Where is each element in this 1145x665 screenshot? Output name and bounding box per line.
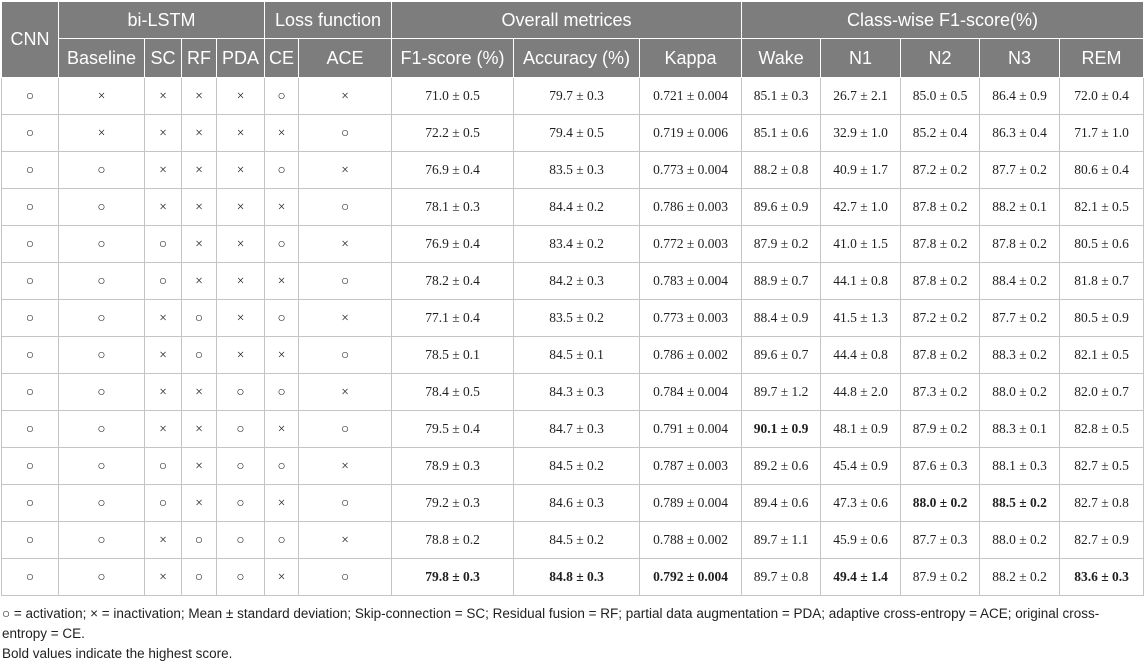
table-cell: ○ xyxy=(2,374,59,411)
table-cell: 88.2 ± 0.2 xyxy=(980,559,1060,596)
table-cell: × xyxy=(145,337,182,374)
table-cell: × xyxy=(182,263,217,300)
table-cell: 85.2 ± 0.4 xyxy=(901,115,980,152)
table-row xyxy=(2,189,1144,226)
table-cell: 87.7 ± 0.2 xyxy=(980,152,1060,189)
table-cell: × xyxy=(265,485,299,522)
table-cell: 40.9 ± 1.7 xyxy=(821,152,901,189)
table-cell: × xyxy=(217,152,265,189)
table-cell: × xyxy=(182,189,217,226)
table-cell: 87.8 ± 0.2 xyxy=(901,263,980,300)
table-cell: × xyxy=(265,559,299,596)
table-cell: × xyxy=(59,78,145,115)
table-cell: 87.8 ± 0.2 xyxy=(901,226,980,263)
table-cell: 0.784 ± 0.004 xyxy=(640,374,742,411)
table-cell: 89.7 ± 1.1 xyxy=(742,522,821,559)
table-cell: ○ xyxy=(265,78,299,115)
table-cell: × xyxy=(145,189,182,226)
table-cell: 84.6 ± 0.3 xyxy=(514,485,640,522)
table-row xyxy=(2,522,1144,559)
table-row xyxy=(2,485,1144,522)
table-cell: ○ xyxy=(299,485,392,522)
table-cell: 79.8 ± 0.3 xyxy=(392,559,514,596)
table-cell: × xyxy=(299,522,392,559)
table-cell: 48.1 ± 0.9 xyxy=(821,411,901,448)
table-cell: 88.1 ± 0.3 xyxy=(980,448,1060,485)
table-cell: 84.5 ± 0.1 xyxy=(514,337,640,374)
table-cell: × xyxy=(145,374,182,411)
table-cell: 82.0 ± 0.7 xyxy=(1060,374,1144,411)
table-cell: 86.4 ± 0.9 xyxy=(980,78,1060,115)
table-row xyxy=(2,115,1144,152)
table-cell: × xyxy=(217,115,265,152)
table-cell: ○ xyxy=(2,152,59,189)
table-cell: ○ xyxy=(59,559,145,596)
subheader-wake: Wake xyxy=(742,39,821,78)
subheader-kappa: Kappa xyxy=(640,39,742,78)
table-cell: × xyxy=(217,189,265,226)
table-cell: 89.7 ± 0.8 xyxy=(742,559,821,596)
table-cell: ○ xyxy=(145,448,182,485)
table-cell: × xyxy=(299,226,392,263)
table-cell: ○ xyxy=(2,78,59,115)
table-body xyxy=(2,78,1144,596)
table-cell: × xyxy=(145,411,182,448)
table-cell: 83.4 ± 0.2 xyxy=(514,226,640,263)
table-cell: 89.2 ± 0.6 xyxy=(742,448,821,485)
table-cell: 0.787 ± 0.003 xyxy=(640,448,742,485)
table-cell: 85.1 ± 0.6 xyxy=(742,115,821,152)
table-row xyxy=(2,78,1144,115)
table-cell: 78.4 ± 0.5 xyxy=(392,374,514,411)
table-cell: ○ xyxy=(265,522,299,559)
table-cell: 42.7 ± 1.0 xyxy=(821,189,901,226)
table-cell: 0.783 ± 0.004 xyxy=(640,263,742,300)
table-cell: ○ xyxy=(2,300,59,337)
footnote-legend: ○ = activation; × = inactivation; Mean ± standard deviation; Skip-connection = SC; Residual fusion = RF; partial data augmentation = PDA; adaptive cross-entropy = ACE; original cross-entropy = CE. xyxy=(2,606,1100,641)
table-cell: ○ xyxy=(182,559,217,596)
table-cell: ○ xyxy=(2,189,59,226)
table-cell: × xyxy=(299,374,392,411)
table-cell: 0.792 ± 0.004 xyxy=(640,559,742,596)
table-cell: ○ xyxy=(265,374,299,411)
table-cell: 90.1 ± 0.9 xyxy=(742,411,821,448)
table-cell: ○ xyxy=(2,337,59,374)
table-cell: 0.773 ± 0.003 xyxy=(640,300,742,337)
table-row xyxy=(2,263,1144,300)
table-cell: × xyxy=(265,263,299,300)
table-cell: × xyxy=(265,337,299,374)
subheader-n1: N1 xyxy=(821,39,901,78)
table-cell: 82.8 ± 0.5 xyxy=(1060,411,1144,448)
subheader-sc: SC xyxy=(145,39,182,78)
table-cell: 76.9 ± 0.4 xyxy=(392,226,514,263)
table-cell: × xyxy=(265,411,299,448)
table-cell: 79.4 ± 0.5 xyxy=(514,115,640,152)
table-cell: × xyxy=(265,115,299,152)
table-cell: 78.1 ± 0.3 xyxy=(392,189,514,226)
header-overall-metrics: Overall metrices xyxy=(392,2,742,39)
table-cell: × xyxy=(145,522,182,559)
table-cell: 88.0 ± 0.2 xyxy=(980,374,1060,411)
subheader-n2: N2 xyxy=(901,39,980,78)
table-cell: ○ xyxy=(59,374,145,411)
table-cell: × xyxy=(182,448,217,485)
table-cell: 85.1 ± 0.3 xyxy=(742,78,821,115)
table-cell: 82.1 ± 0.5 xyxy=(1060,189,1144,226)
table-cell: 0.719 ± 0.006 xyxy=(640,115,742,152)
table-row xyxy=(2,448,1144,485)
table-cell: 76.9 ± 0.4 xyxy=(392,152,514,189)
table-cell: ○ xyxy=(145,263,182,300)
ablation-table xyxy=(1,1,1144,596)
table-cell: 87.7 ± 0.2 xyxy=(980,300,1060,337)
table-cell: 82.7 ± 0.5 xyxy=(1060,448,1144,485)
table-cell: 88.9 ± 0.7 xyxy=(742,263,821,300)
table-cell: 82.7 ± 0.8 xyxy=(1060,485,1144,522)
table-cell: 78.8 ± 0.2 xyxy=(392,522,514,559)
table-cell: ○ xyxy=(299,411,392,448)
table-cell: × xyxy=(145,559,182,596)
subheader-f1-score: F1-score (%) xyxy=(392,39,514,78)
table-cell: ○ xyxy=(265,152,299,189)
subheader-ace: ACE xyxy=(299,39,392,78)
subheader-accuracy: Accuracy (%) xyxy=(514,39,640,78)
table-cell: 83.5 ± 0.3 xyxy=(514,152,640,189)
table-cell: ○ xyxy=(299,115,392,152)
table-cell: 72.0 ± 0.4 xyxy=(1060,78,1144,115)
table-cell: 71.0 ± 0.5 xyxy=(392,78,514,115)
table-cell: 87.8 ± 0.2 xyxy=(901,189,980,226)
table-cell: × xyxy=(182,115,217,152)
table-row xyxy=(2,411,1144,448)
table-cell: 41.0 ± 1.5 xyxy=(821,226,901,263)
subheader-n3: N3 xyxy=(980,39,1060,78)
subheader-rem: REM xyxy=(1060,39,1144,78)
table-cell: × xyxy=(145,152,182,189)
table-cell: 88.2 ± 0.8 xyxy=(742,152,821,189)
table-cell: 89.6 ± 0.9 xyxy=(742,189,821,226)
table-cell: 45.9 ± 0.6 xyxy=(821,522,901,559)
table-cell: ○ xyxy=(2,411,59,448)
table-cell: × xyxy=(182,374,217,411)
table-cell: ○ xyxy=(217,448,265,485)
header-cnn: CNN xyxy=(2,2,59,78)
table-cell: × xyxy=(182,485,217,522)
table-cell: × xyxy=(299,78,392,115)
table-cell: ○ xyxy=(2,115,59,152)
table-cell: 0.772 ± 0.003 xyxy=(640,226,742,263)
table-cell: ○ xyxy=(59,522,145,559)
table-cell: 89.7 ± 1.2 xyxy=(742,374,821,411)
table-cell: × xyxy=(217,300,265,337)
table-cell: ○ xyxy=(59,448,145,485)
table-cell: ○ xyxy=(2,263,59,300)
table-footnotes xyxy=(2,604,1137,664)
table-cell: 87.2 ± 0.2 xyxy=(901,300,980,337)
table-cell: 44.8 ± 2.0 xyxy=(821,374,901,411)
table-cell: ○ xyxy=(299,263,392,300)
table-cell: ○ xyxy=(182,522,217,559)
table-cell: 44.1 ± 0.8 xyxy=(821,263,901,300)
table-cell: × xyxy=(182,411,217,448)
table-cell: 84.2 ± 0.3 xyxy=(514,263,640,300)
table-cell: 81.8 ± 0.7 xyxy=(1060,263,1144,300)
table-row xyxy=(2,374,1144,411)
table-cell: 72.2 ± 0.5 xyxy=(392,115,514,152)
table-cell: 87.3 ± 0.2 xyxy=(901,374,980,411)
table-cell: × xyxy=(299,152,392,189)
table-cell: ○ xyxy=(182,337,217,374)
table-row xyxy=(2,152,1144,189)
table-cell: × xyxy=(182,152,217,189)
table-cell: ○ xyxy=(59,411,145,448)
table-cell: ○ xyxy=(265,226,299,263)
table-cell: 0.786 ± 0.003 xyxy=(640,189,742,226)
footnote-bold: Bold values indicate the highest score. xyxy=(2,646,233,661)
table-cell: ○ xyxy=(59,300,145,337)
table-cell: 85.0 ± 0.5 xyxy=(901,78,980,115)
table-cell: × xyxy=(217,226,265,263)
table-cell: 44.4 ± 0.8 xyxy=(821,337,901,374)
table-cell: 0.721 ± 0.004 xyxy=(640,78,742,115)
table-cell: 88.0 ± 0.2 xyxy=(980,522,1060,559)
subheader-rf: RF xyxy=(182,39,217,78)
table-cell: ○ xyxy=(2,559,59,596)
table-cell: ○ xyxy=(145,485,182,522)
table-cell: 88.2 ± 0.1 xyxy=(980,189,1060,226)
table-row xyxy=(2,300,1144,337)
table-cell: ○ xyxy=(2,485,59,522)
subheader-pda: PDA xyxy=(217,39,265,78)
table-cell: × xyxy=(217,263,265,300)
table-cell: ○ xyxy=(217,374,265,411)
table-cell: × xyxy=(265,189,299,226)
table-cell: 87.9 ± 0.2 xyxy=(901,411,980,448)
table-cell: 88.0 ± 0.2 xyxy=(901,485,980,522)
table-cell: 80.5 ± 0.6 xyxy=(1060,226,1144,263)
table-cell: ○ xyxy=(217,559,265,596)
table-cell: 82.7 ± 0.9 xyxy=(1060,522,1144,559)
table-cell: × xyxy=(299,448,392,485)
table-cell: ○ xyxy=(2,226,59,263)
table-cell: 80.5 ± 0.9 xyxy=(1060,300,1144,337)
subheader-baseline: Baseline xyxy=(59,39,145,78)
table-cell: ○ xyxy=(59,189,145,226)
table-cell: × xyxy=(217,337,265,374)
header-bilstm: bi-LSTM xyxy=(59,2,265,39)
table-cell: 87.6 ± 0.3 xyxy=(901,448,980,485)
table-cell: × xyxy=(145,115,182,152)
table-cell: 49.4 ± 1.4 xyxy=(821,559,901,596)
table-cell: 41.5 ± 1.3 xyxy=(821,300,901,337)
table-cell: 84.8 ± 0.3 xyxy=(514,559,640,596)
table-cell: 47.3 ± 0.6 xyxy=(821,485,901,522)
table-cell: 80.6 ± 0.4 xyxy=(1060,152,1144,189)
table-cell: 0.788 ± 0.002 xyxy=(640,522,742,559)
table-cell: 79.5 ± 0.4 xyxy=(392,411,514,448)
table-cell: × xyxy=(145,300,182,337)
table-cell: × xyxy=(182,78,217,115)
table-cell: 45.4 ± 0.9 xyxy=(821,448,901,485)
table-cell: 88.3 ± 0.2 xyxy=(980,337,1060,374)
table-cell: 87.9 ± 0.2 xyxy=(742,226,821,263)
table-cell: ○ xyxy=(217,522,265,559)
table-cell: ○ xyxy=(59,337,145,374)
table-cell: 77.1 ± 0.4 xyxy=(392,300,514,337)
table-cell: ○ xyxy=(217,485,265,522)
table-row xyxy=(2,226,1144,263)
table-cell: × xyxy=(145,78,182,115)
table-cell: 26.7 ± 2.1 xyxy=(821,78,901,115)
table-cell: 83.6 ± 0.3 xyxy=(1060,559,1144,596)
table-cell: ○ xyxy=(2,522,59,559)
table-cell: 84.7 ± 0.3 xyxy=(514,411,640,448)
table-cell: 87.8 ± 0.2 xyxy=(901,337,980,374)
table-cell: 82.1 ± 0.5 xyxy=(1060,337,1144,374)
table-cell: 84.5 ± 0.2 xyxy=(514,448,640,485)
table-cell: 89.4 ± 0.6 xyxy=(742,485,821,522)
table-cell: 83.5 ± 0.2 xyxy=(514,300,640,337)
table-cell: 32.9 ± 1.0 xyxy=(821,115,901,152)
table-cell: 87.8 ± 0.2 xyxy=(980,226,1060,263)
table-cell: ○ xyxy=(145,226,182,263)
table-cell: ○ xyxy=(299,559,392,596)
table-cell: 0.773 ± 0.004 xyxy=(640,152,742,189)
table-cell: ○ xyxy=(182,300,217,337)
table-cell: × xyxy=(299,300,392,337)
table-cell: ○ xyxy=(265,448,299,485)
table-cell: 79.2 ± 0.3 xyxy=(392,485,514,522)
table-cell: 88.4 ± 0.2 xyxy=(980,263,1060,300)
table-cell: 88.5 ± 0.2 xyxy=(980,485,1060,522)
table-cell: 84.4 ± 0.2 xyxy=(514,189,640,226)
table-cell: 79.7 ± 0.3 xyxy=(514,78,640,115)
table-cell: 89.6 ± 0.7 xyxy=(742,337,821,374)
table-row xyxy=(2,559,1144,596)
table-cell: 78.9 ± 0.3 xyxy=(392,448,514,485)
table-cell: × xyxy=(59,115,145,152)
table-cell: ○ xyxy=(2,448,59,485)
table-cell: ○ xyxy=(299,337,392,374)
table-cell: 0.791 ± 0.004 xyxy=(640,411,742,448)
table-cell: 86.3 ± 0.4 xyxy=(980,115,1060,152)
table-cell: 88.4 ± 0.9 xyxy=(742,300,821,337)
table-cell: ○ xyxy=(265,300,299,337)
table-cell: 0.786 ± 0.002 xyxy=(640,337,742,374)
table-cell: 78.2 ± 0.4 xyxy=(392,263,514,300)
table-cell: 78.5 ± 0.1 xyxy=(392,337,514,374)
table-row xyxy=(2,337,1144,374)
table-cell: × xyxy=(217,78,265,115)
table-cell: ○ xyxy=(59,152,145,189)
table-cell: 84.3 ± 0.3 xyxy=(514,374,640,411)
subheader-ce: CE xyxy=(265,39,299,78)
table-cell: 71.7 ± 1.0 xyxy=(1060,115,1144,152)
table-cell: ○ xyxy=(59,263,145,300)
header-loss-function: Loss function xyxy=(265,2,392,39)
header-classwise-f1: Class-wise F1-score(%) xyxy=(742,2,1144,39)
table-cell: 0.789 ± 0.004 xyxy=(640,485,742,522)
table-cell: 88.3 ± 0.1 xyxy=(980,411,1060,448)
table-cell: × xyxy=(182,226,217,263)
table-cell: 84.5 ± 0.2 xyxy=(514,522,640,559)
table-cell: ○ xyxy=(217,411,265,448)
table-cell: 87.7 ± 0.3 xyxy=(901,522,980,559)
table-cell: ○ xyxy=(299,189,392,226)
table-cell: ○ xyxy=(59,226,145,263)
table-cell: 87.9 ± 0.2 xyxy=(901,559,980,596)
table-cell: 87.2 ± 0.2 xyxy=(901,152,980,189)
table-cell: ○ xyxy=(59,485,145,522)
